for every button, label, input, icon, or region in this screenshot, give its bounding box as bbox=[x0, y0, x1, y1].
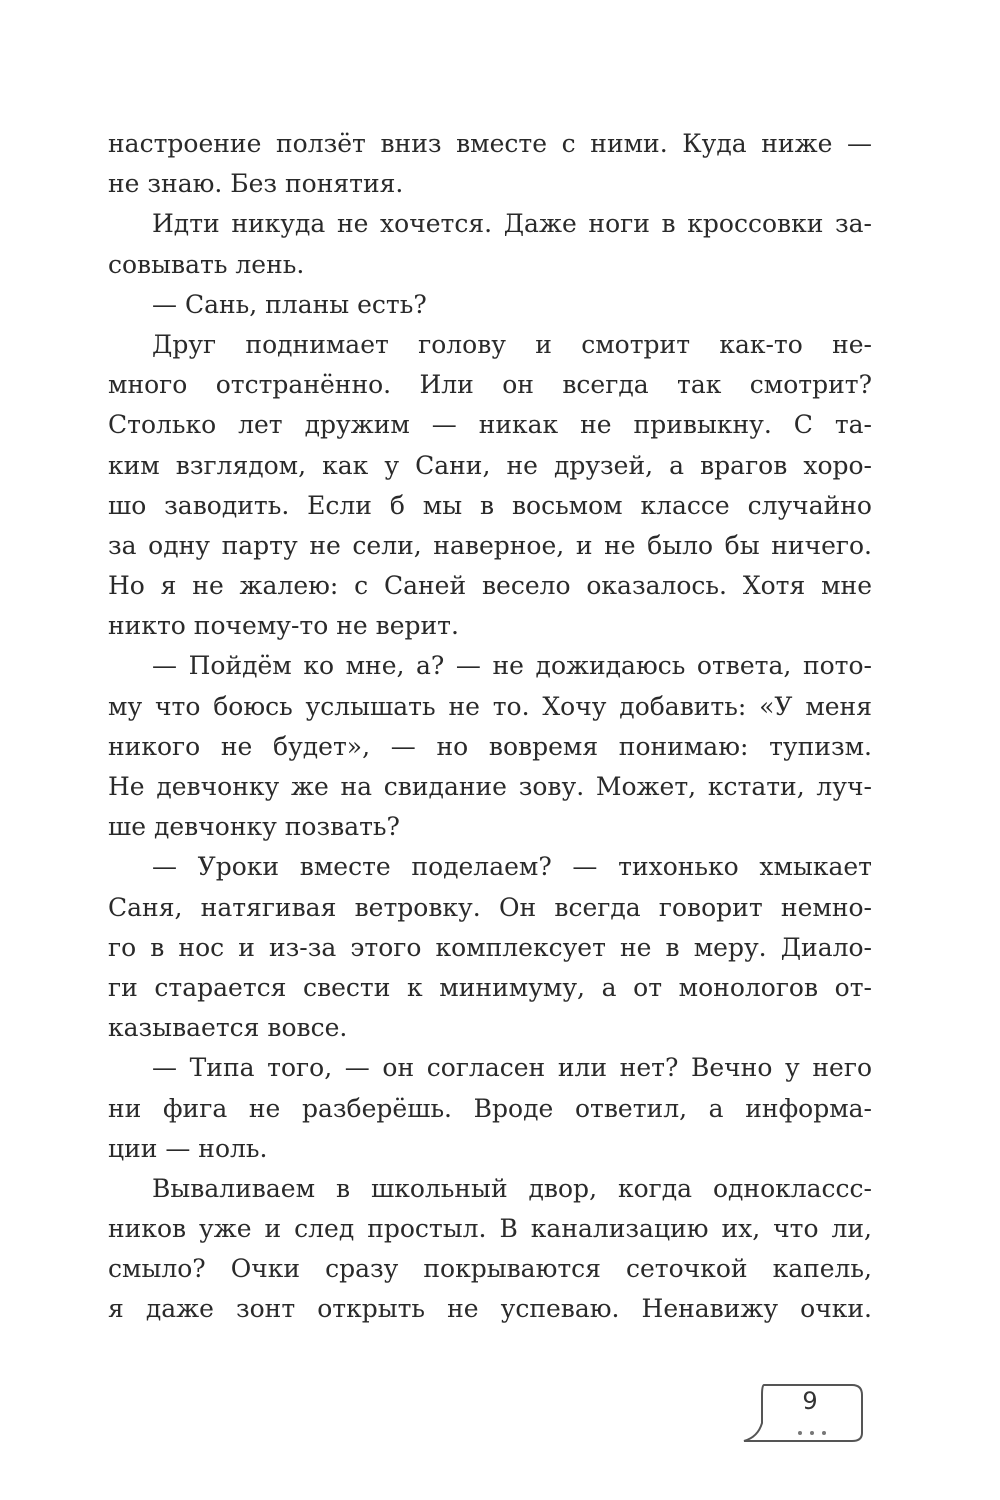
text-line: ции — ноль. bbox=[108, 1133, 268, 1163]
text-line: го в нос и из-за этого комплексует не в меру. Диало- bbox=[108, 932, 872, 962]
page-body-text bbox=[108, 124, 872, 1330]
text-line: настроение ползёт вниз вместе с ними. Куда ниже — bbox=[108, 129, 872, 158]
text-line: — Уроки вместе поделаем? — тихонько хмыкает bbox=[152, 852, 872, 882]
text-line: Но я не жалею: с Саней весело оказалось. Хотя мне bbox=[108, 571, 872, 601]
text-line: казывается вовсе. bbox=[108, 1013, 348, 1043]
text-line: не знаю. Без понятия. bbox=[108, 169, 404, 199]
text-line: я даже зонт открыть не успеваю. Ненавижу очки. bbox=[108, 1294, 872, 1324]
text-line: ников уже и след простыл. В канализацию их, что ли, bbox=[108, 1214, 872, 1244]
text-line: — Типа того, — он согласен или нет? Вечно у него bbox=[152, 1053, 872, 1083]
text-line: много отстранённо. Или он всегда так смотрит? bbox=[108, 370, 872, 400]
text-line: никто почему-то не верит. bbox=[108, 611, 459, 641]
text-line: за одну парту не сели, наверное, и не было бы ничего. bbox=[108, 530, 872, 560]
page-number-badge bbox=[740, 1383, 865, 1445]
text-line: ни фига не разберёшь. Вроде ответил, а информа- bbox=[108, 1093, 872, 1123]
text-line: совывать лень. bbox=[108, 249, 305, 279]
text-line: — Сань, планы есть? bbox=[152, 289, 427, 319]
text-line: никого не будет», — но вовремя понимаю: тупизм. bbox=[108, 731, 872, 761]
text-line: ги старается свести к минимуму, а от монологов от- bbox=[108, 972, 872, 1002]
text-line: — Пойдём ко мне, а? — не дожидаюсь ответа, пото- bbox=[152, 651, 872, 681]
text-line: Саня, натягивая ветровку. Он всегда говорит немно- bbox=[108, 892, 872, 922]
text-line: Вываливаем в школьный двор, когда одноклассс- bbox=[152, 1173, 872, 1203]
page-number: 9 bbox=[802, 1387, 818, 1415]
text-line: му что боюсь услышать не то. Хочу добавить: «У меня bbox=[108, 691, 872, 721]
text-line: Друг поднимает голову и смотрит как-то не- bbox=[152, 329, 872, 359]
text-line: Не девчонку же на свидание зову. Может, кстати, луч- bbox=[108, 772, 872, 801]
text-line: Столько лет дружим — никак не привыкну. С та- bbox=[108, 410, 872, 440]
text-line: ким взглядом, как у Сани, не друзей, а врагов хоро- bbox=[108, 450, 872, 480]
text-line: шо заводить. Если б мы в восьмом классе случайно bbox=[108, 490, 872, 520]
text-line: ше девчонку позвать? bbox=[108, 812, 400, 842]
text-line: Идти никуда не хочется. Даже ноги в кроссовки за- bbox=[152, 209, 872, 239]
text-line: смыло? Очки сразу покрываются сеточкой капель, bbox=[108, 1254, 872, 1284]
